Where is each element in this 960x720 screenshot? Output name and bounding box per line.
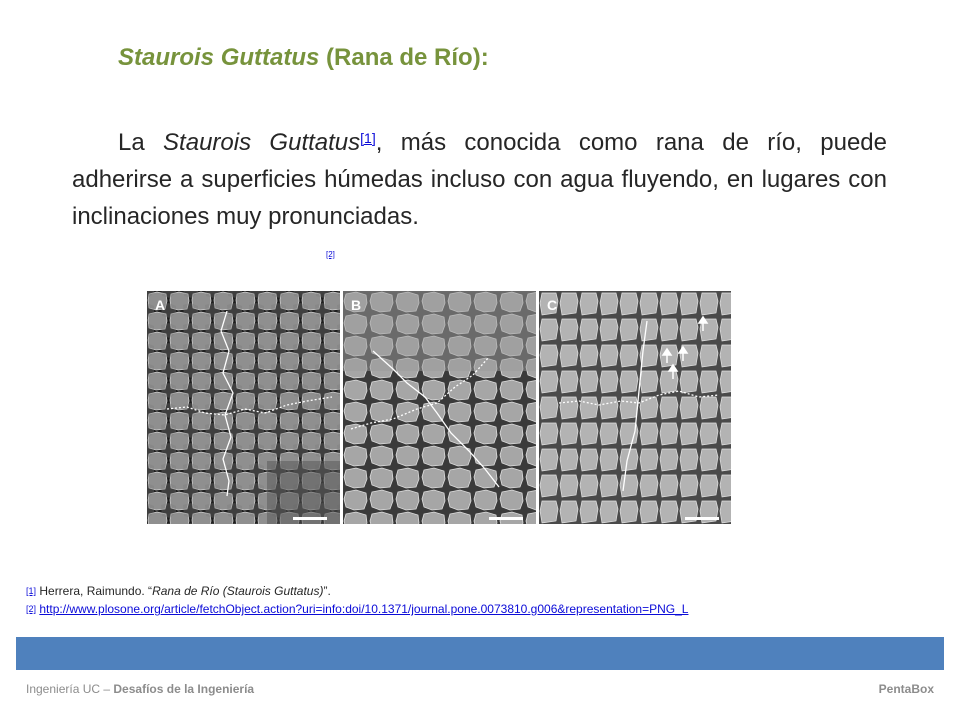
toe-pad-micrograph-figure	[147, 291, 731, 524]
para-lead: La	[118, 129, 164, 156]
footnote-1-pre: Herrera, Raimundo. “	[36, 584, 153, 598]
footnote-1	[26, 582, 926, 600]
footnote-2-link[interactable]: http://www.plosone.org/article/fetchObject.action?uri=info:doi/10.1371/journal.pone.0073810.g006&representation=PNG_L	[39, 602, 689, 616]
micrograph-a-image	[147, 291, 340, 524]
title-species: Staurois Guttatus	[118, 44, 320, 71]
micrograph-c-image	[539, 291, 731, 524]
image-source-ref[interactable]: [2]	[326, 250, 335, 259]
panel-label-c: C	[547, 297, 558, 313]
title-rest: (Rana de Río):	[319, 44, 489, 71]
footnote-2	[26, 600, 926, 618]
footer-left-text	[26, 682, 254, 696]
micrograph-panel-b	[343, 291, 536, 524]
panel-label-b: B	[351, 297, 362, 313]
micrograph-panel-a	[147, 291, 340, 524]
footnote-1-title: Rana de Río (Staurois Guttatus)	[152, 584, 324, 598]
micrograph-b-image	[343, 291, 536, 524]
slide-title	[118, 44, 489, 72]
footer-team-name: PentaBox	[878, 682, 934, 696]
footnote-ref-1[interactable]: [1]	[360, 130, 376, 146]
footnote-1-post: ”.	[323, 584, 331, 598]
footnotes	[26, 582, 926, 618]
para-species: Staurois Guttatus	[163, 129, 361, 156]
micrograph-panel-c	[539, 291, 731, 524]
body-paragraph	[72, 124, 887, 235]
footer-institution: Ingeniería UC –	[26, 682, 114, 696]
para-body: , más conocida como rana de río, puede adherirse a superficies húmedas incluso con agua fluyendo, en lugares con inclinaciones muy pronunciadas.	[72, 129, 887, 230]
panel-label-a: A	[155, 297, 166, 313]
footnote-1-number[interactable]: [1]	[26, 586, 37, 596]
footer-accent-bar	[16, 637, 944, 670]
footer-course: Desafíos de la Ingeniería	[113, 682, 255, 696]
footnote-2-number[interactable]: [2]	[26, 604, 37, 614]
